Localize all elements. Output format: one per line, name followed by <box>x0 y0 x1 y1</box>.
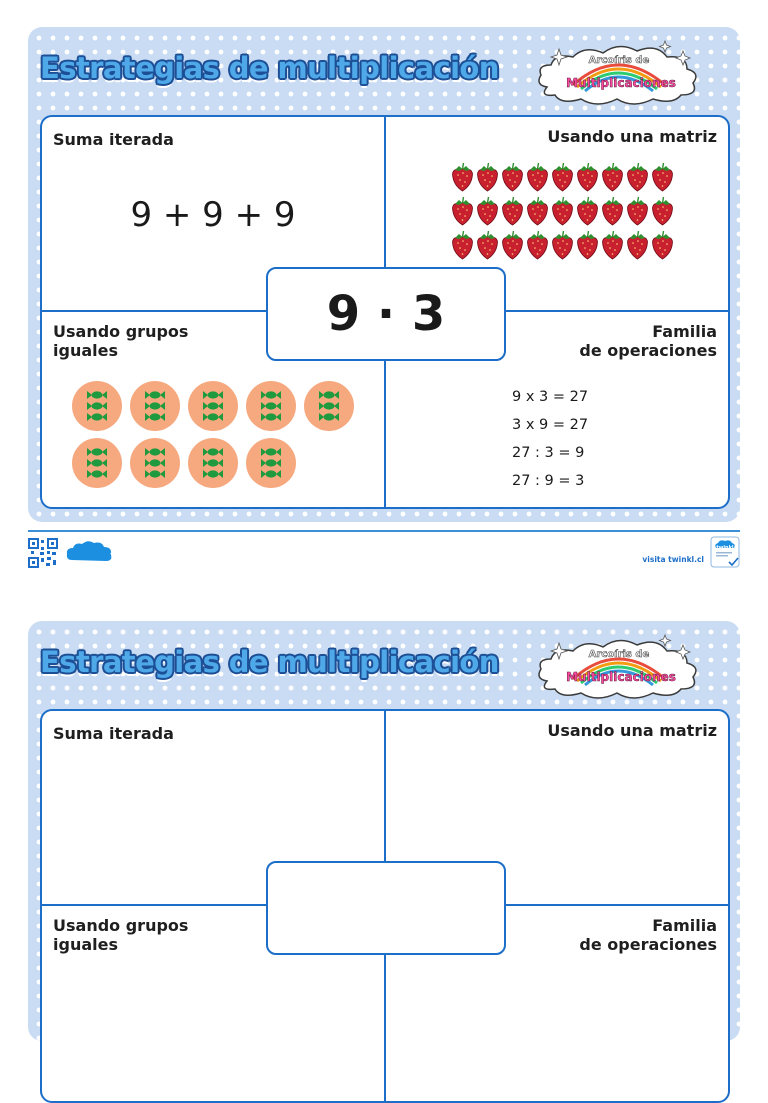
strawberry-icon <box>575 229 600 261</box>
wrapped-candy-icon <box>188 381 238 431</box>
worksheet-title: Estrategias de multiplicación <box>40 645 499 679</box>
strawberry-icon <box>450 229 475 261</box>
equal-groups <box>72 381 372 501</box>
repeated-addition-label: Suma iterada <box>53 724 174 743</box>
strawberry-icon <box>650 229 675 261</box>
fact-family-list <box>512 383 588 495</box>
fact-family-label-line1: Familia <box>652 322 717 341</box>
strawberry-array <box>450 161 670 263</box>
strategy-card <box>40 115 730 509</box>
strawberry-icon <box>625 229 650 261</box>
approved-badge <box>710 536 740 568</box>
equal-groups-label: Usando grupos iguales <box>53 916 189 954</box>
fact-family-label-line1: Familia <box>652 916 717 935</box>
candy-group <box>246 381 296 431</box>
equal-groups-label: Usando grupos iguales <box>53 322 189 360</box>
wrapped-candy-icon <box>246 438 296 488</box>
worksheet-blank <box>28 621 740 1041</box>
strawberry-icon <box>525 161 550 193</box>
svg-text:Multiplicaciones: Multiplicaciones <box>566 670 676 684</box>
wrapped-candy-icon <box>72 381 122 431</box>
twinkl-logo[interactable] <box>64 538 142 568</box>
wrapped-candy-icon <box>130 381 180 431</box>
strawberry-icon <box>450 161 475 193</box>
fact-family-equation: 27 : 3 = 9 <box>512 445 585 461</box>
strawberry-row <box>450 229 670 263</box>
strawberry-icon <box>500 229 525 261</box>
strawberry-icon <box>575 195 600 227</box>
wrapped-candy-icon <box>72 438 122 488</box>
candy-group <box>130 438 180 488</box>
svg-text:Arcoíris de: Arcoíris de <box>588 55 650 66</box>
multiplication-expression: 9 · 3 <box>326 286 446 342</box>
worksheet-filled <box>28 27 740 522</box>
fact-family-equation: 3 x 9 = 27 <box>512 417 589 433</box>
candy-group <box>304 381 354 431</box>
array-label: Usando una matriz <box>547 721 717 740</box>
strawberry-icon <box>475 161 500 193</box>
repeated-addition-label: Suma iterada <box>53 130 174 149</box>
approved-badge-text: twinkl <box>716 545 734 551</box>
qr-code-icon <box>28 538 58 568</box>
strawberry-icon <box>650 195 675 227</box>
strawberry-icon <box>500 195 525 227</box>
strawberry-icon <box>600 195 625 227</box>
wrapped-candy-icon <box>304 381 354 431</box>
strawberry-icon <box>575 161 600 193</box>
strawberry-icon <box>625 195 650 227</box>
strawberry-icon <box>600 161 625 193</box>
strawberry-icon <box>525 229 550 261</box>
strawberry-row <box>450 161 670 195</box>
wrapped-candy-icon <box>188 438 238 488</box>
svg-text:Arcoíris de: Arcoíris de <box>588 649 650 660</box>
strawberry-icon <box>625 161 650 193</box>
strawberry-icon <box>600 229 625 261</box>
candy-group <box>130 381 180 431</box>
strawberry-icon <box>525 195 550 227</box>
strawberry-icon <box>550 195 575 227</box>
strawberry-icon <box>550 229 575 261</box>
fact-family-equation: 9 x 3 = 27 <box>512 389 589 405</box>
strawberry-row <box>450 195 670 229</box>
strategy-card <box>40 709 730 1103</box>
candy-group <box>188 438 238 488</box>
strawberry-icon <box>450 195 475 227</box>
strawberry-icon <box>475 229 500 261</box>
fact-family-equation: 27 : 9 = 3 <box>512 473 585 489</box>
repeated-addition-expression: 9 + 9 + 9 <box>130 195 296 235</box>
candy-group <box>246 438 296 488</box>
array-label: Usando una matriz <box>547 127 717 146</box>
strawberry-icon <box>650 161 675 193</box>
strawberry-icon <box>500 161 525 193</box>
svg-text:Multiplicaciones: Multiplicaciones <box>566 76 676 90</box>
fact-family-label <box>537 916 717 954</box>
candy-group <box>188 381 238 431</box>
fact-family-label-line2: de operaciones <box>579 935 717 954</box>
rainbow-badge <box>533 35 703 110</box>
candy-group <box>72 438 122 488</box>
center-box <box>266 267 506 361</box>
candy-group <box>72 381 122 431</box>
page-footer <box>28 530 740 572</box>
center-box <box>266 861 506 955</box>
strawberry-icon <box>550 161 575 193</box>
twinkl-logo-text: twinkl <box>110 551 142 561</box>
rainbow-badge <box>533 629 703 704</box>
fact-family-label <box>537 322 717 360</box>
strawberry-icon <box>475 195 500 227</box>
wrapped-candy-icon <box>130 438 180 488</box>
wrapped-candy-icon <box>246 381 296 431</box>
fact-family-label-line2: de operaciones <box>579 341 717 360</box>
worksheet-title: Estrategias de multiplicación <box>40 51 499 85</box>
visit-link[interactable]: visita twinkl.cl <box>642 555 704 564</box>
